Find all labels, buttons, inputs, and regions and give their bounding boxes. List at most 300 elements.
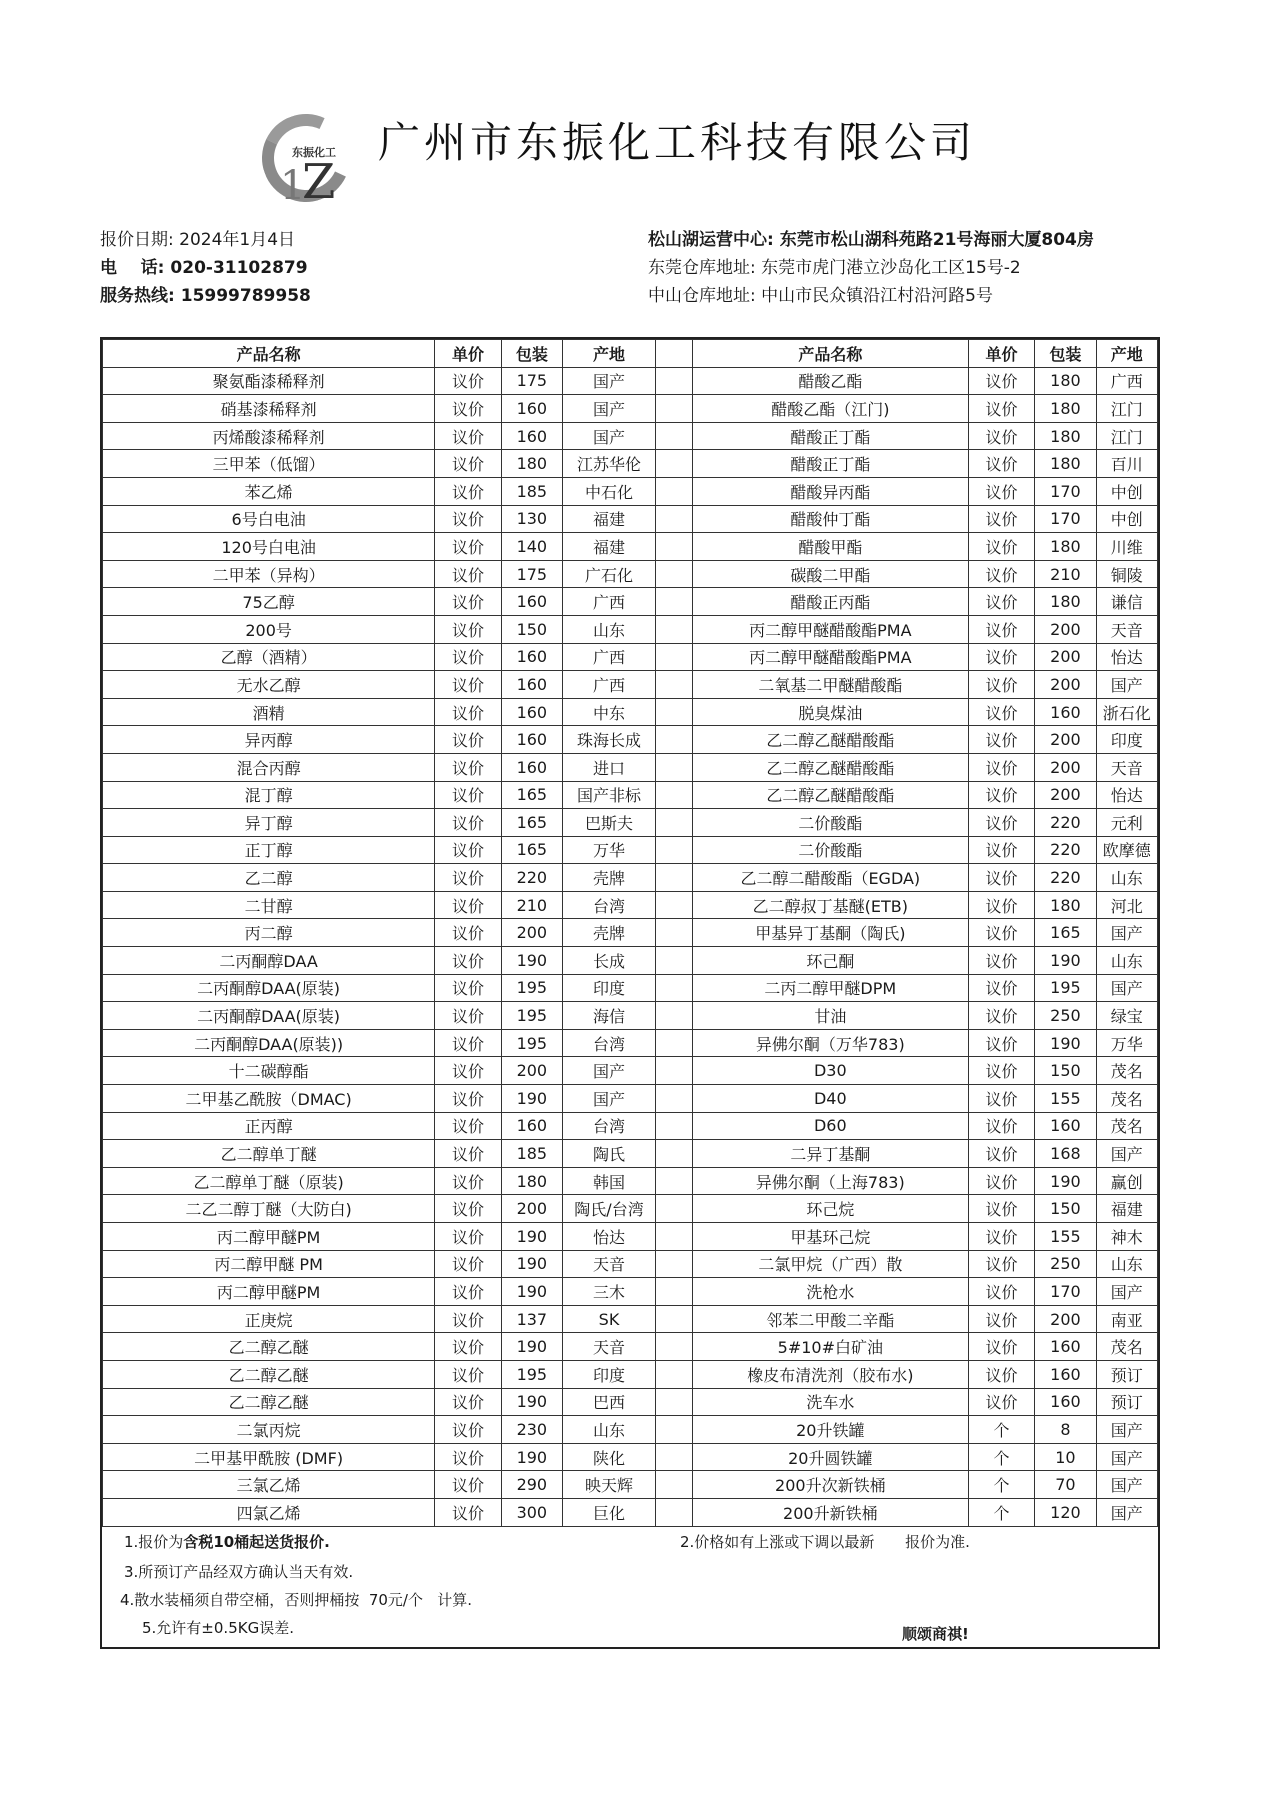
origin-cell-right: 江门 [1096, 422, 1157, 450]
package-cell: 165 [501, 836, 562, 864]
origin-cell-right: 天音 [1096, 615, 1157, 643]
unit-price-cell: 议价 [435, 753, 501, 781]
package-cell-right: 200 [1035, 726, 1096, 754]
origin-cell: 陶氏/台湾 [563, 1195, 656, 1223]
spacer-cell [656, 505, 693, 533]
product-name-cell-right: 乙二醇二醋酸酯（EGDA) [692, 864, 968, 892]
origin-cell-right: 神木 [1096, 1223, 1157, 1251]
phone-row [100, 254, 311, 282]
spacer-cell [656, 698, 693, 726]
package-cell-right: 220 [1035, 809, 1096, 837]
table-row [103, 395, 1158, 423]
product-name-cell-right: 二异丁基酮 [692, 1140, 968, 1168]
table-row [103, 1388, 1158, 1416]
origin-cell-right: 怡达 [1096, 643, 1157, 671]
unit-price-cell: 议价 [435, 643, 501, 671]
unit-price-cell: 议价 [435, 505, 501, 533]
origin-cell: 山东 [563, 615, 656, 643]
product-name-cell: 丙二醇甲醚PM [103, 1223, 435, 1251]
unit-price-cell-right: 议价 [968, 1278, 1034, 1306]
unit-price-cell: 议价 [435, 1416, 501, 1444]
table-row [103, 1443, 1158, 1471]
package-cell: 160 [501, 422, 562, 450]
unit-price-cell: 议价 [435, 1085, 501, 1113]
product-name-cell: 120号白电油 [103, 533, 435, 561]
origin-cell: 广石化 [563, 560, 656, 588]
table-row [103, 615, 1158, 643]
product-name-cell: 二丙酮醇DAA(原装)) [103, 1029, 435, 1057]
package-cell: 190 [501, 1223, 562, 1251]
table-row [103, 505, 1158, 533]
package-cell-right: 155 [1035, 1085, 1096, 1113]
unit-price-cell: 议价 [435, 1360, 501, 1388]
spacer-cell [656, 947, 693, 975]
logo-letter: Z [302, 154, 336, 210]
spacer-cell [656, 340, 693, 368]
table-row [103, 836, 1158, 864]
package-cell: 200 [501, 1057, 562, 1085]
package-cell-right: 220 [1035, 836, 1096, 864]
unit-price-cell-right: 议价 [968, 533, 1034, 561]
table-row [103, 726, 1158, 754]
origin-cell-right: 预订 [1096, 1388, 1157, 1416]
unit-price-cell-right: 议价 [968, 836, 1034, 864]
table-row [103, 1085, 1158, 1113]
product-name-cell-right: 乙二醇乙醚醋酸酯 [692, 753, 968, 781]
product-name-cell-right: 邻苯二甲酸二辛酯 [692, 1305, 968, 1333]
unit-price-cell: 议价 [435, 1195, 501, 1223]
table-row [103, 671, 1158, 699]
origin-cell: 海信 [563, 1002, 656, 1030]
origin-cell: 国产 [563, 1085, 656, 1113]
unit-price-cell-right: 议价 [968, 395, 1034, 423]
product-name-cell: 丙二醇甲醚 PM [103, 1250, 435, 1278]
unit-price-cell-right: 议价 [968, 671, 1034, 699]
unit-price-cell-right: 议价 [968, 1085, 1034, 1113]
spacer-cell [656, 919, 693, 947]
package-cell-right: 160 [1035, 1112, 1096, 1140]
spacer-cell [656, 1416, 693, 1444]
unit-price-cell-right: 个 [968, 1498, 1034, 1526]
origin-cell-right: 印度 [1096, 726, 1157, 754]
product-name-cell: 乙醇（酒精） [103, 643, 435, 671]
package-cell: 185 [501, 477, 562, 505]
origin-cell: 台湾 [563, 891, 656, 919]
unit-price-cell: 议价 [435, 809, 501, 837]
product-name-cell-right: 乙二醇乙醚醋酸酯 [692, 781, 968, 809]
spacer-cell [656, 395, 693, 423]
hotline-row [100, 282, 311, 310]
product-name-cell-right: 洗枪水 [692, 1278, 968, 1306]
unit-price-cell: 议价 [435, 1498, 501, 1526]
product-name-cell-right: 二丙二醇甲醚DPM [692, 974, 968, 1002]
package-cell: 150 [501, 615, 562, 643]
table-row [103, 1057, 1158, 1085]
origin-cell-right: 绿宝 [1096, 1002, 1157, 1030]
table-row [103, 1195, 1158, 1223]
product-name-cell-right: 甘油 [692, 1002, 968, 1030]
origin-cell-right: 国产 [1096, 1416, 1157, 1444]
origin-cell-right: 国产 [1096, 1140, 1157, 1168]
header-origin: 产地 [563, 340, 656, 368]
origin-cell-right: 茂名 [1096, 1333, 1157, 1361]
spacer-cell [656, 671, 693, 699]
origin-cell: 三木 [563, 1278, 656, 1306]
package-cell-right: 200 [1035, 643, 1096, 671]
origin-cell: 台湾 [563, 1112, 656, 1140]
package-cell: 180 [501, 1167, 562, 1195]
origin-cell: 天音 [563, 1333, 656, 1361]
package-cell-right: 168 [1035, 1140, 1096, 1168]
package-cell-right: 180 [1035, 422, 1096, 450]
header-package: 包装 [501, 340, 562, 368]
package-cell: 160 [501, 671, 562, 699]
origin-cell-right: 中创 [1096, 477, 1157, 505]
package-cell: 160 [501, 753, 562, 781]
spacer-cell [656, 781, 693, 809]
product-name-cell-right: 甲基异丁基酮（陶氏) [692, 919, 968, 947]
product-name-cell: 二甲基甲酰胺 (DMF) [103, 1443, 435, 1471]
unit-price-cell-right: 议价 [968, 864, 1034, 892]
unit-price-cell-right: 议价 [968, 422, 1034, 450]
spacer-cell [656, 450, 693, 478]
product-name-cell: 丙烯酸漆稀释剂 [103, 422, 435, 450]
product-name-cell-right: 二氯甲烷（广西）散 [692, 1250, 968, 1278]
origin-cell-right: 广西 [1096, 367, 1157, 395]
product-name-cell: 乙二醇乙醚 [103, 1360, 435, 1388]
product-name-cell: 乙二醇单丁醚（原装) [103, 1167, 435, 1195]
unit-price-cell: 议价 [435, 422, 501, 450]
product-name-cell: 二甘醇 [103, 891, 435, 919]
table-header-row [103, 340, 1158, 368]
unit-price-cell-right: 议价 [968, 477, 1034, 505]
package-cell: 137 [501, 1305, 562, 1333]
product-name-cell-right: 醋酸正丁酯 [692, 422, 968, 450]
package-cell-right: 170 [1035, 477, 1096, 505]
unit-price-cell: 议价 [435, 864, 501, 892]
table-row [103, 1250, 1158, 1278]
origin-cell-right: 茂名 [1096, 1057, 1157, 1085]
product-name-cell-right: 脱臭煤油 [692, 698, 968, 726]
closing-greeting: 顺颂商祺! [902, 1624, 969, 1643]
product-name-cell: 无水乙醇 [103, 671, 435, 699]
product-name-cell-right: 200升次新铁桶 [692, 1471, 968, 1499]
package-cell-right: 200 [1035, 615, 1096, 643]
contact-info [100, 226, 311, 310]
package-cell-right: 200 [1035, 671, 1096, 699]
package-cell: 175 [501, 560, 562, 588]
origin-cell: 国产非标 [563, 781, 656, 809]
origin-cell: 国产 [563, 395, 656, 423]
table-row [103, 919, 1158, 947]
product-name-cell: 四氯乙烯 [103, 1498, 435, 1526]
unit-price-cell: 议价 [435, 974, 501, 1002]
package-cell-right: 210 [1035, 560, 1096, 588]
unit-price-cell-right: 议价 [968, 753, 1034, 781]
package-cell-right: 190 [1035, 947, 1096, 975]
unit-price-cell-right: 议价 [968, 1305, 1034, 1333]
origin-cell-right: 国产 [1096, 974, 1157, 1002]
spacer-cell [656, 1278, 693, 1306]
unit-price-cell: 议价 [435, 615, 501, 643]
table-row [103, 809, 1158, 837]
price-list-sheet [100, 337, 1160, 1649]
quote-date: 2024年1月4日 [179, 230, 296, 250]
unit-price-cell-right: 议价 [968, 1167, 1034, 1195]
package-cell: 165 [501, 809, 562, 837]
origin-cell: 万华 [563, 836, 656, 864]
product-name-cell: 混丁醇 [103, 781, 435, 809]
unit-price-cell-right: 议价 [968, 560, 1034, 588]
company-name: 广州市东振化工科技有限公司 [378, 118, 977, 167]
package-cell-right: 200 [1035, 1305, 1096, 1333]
unit-price-cell-right: 议价 [968, 947, 1034, 975]
unit-price-cell: 议价 [435, 891, 501, 919]
origin-cell-right: 中创 [1096, 505, 1157, 533]
spacer-cell [656, 615, 693, 643]
origin-cell-right: 万华 [1096, 1029, 1157, 1057]
unit-price-cell-right: 议价 [968, 367, 1034, 395]
unit-price-cell-right: 议价 [968, 1195, 1034, 1223]
product-name-cell: 75乙醇 [103, 588, 435, 616]
package-cell: 300 [501, 1498, 562, 1526]
product-name-cell-right: 异佛尔酮（万华783) [692, 1029, 968, 1057]
unit-price-cell-right: 议价 [968, 505, 1034, 533]
origin-cell-right: 国产 [1096, 1498, 1157, 1526]
unit-price-cell: 议价 [435, 836, 501, 864]
dg-warehouse-label: 东莞仓库地址: [648, 258, 756, 278]
package-cell: 165 [501, 781, 562, 809]
origin-cell: 天音 [563, 1250, 656, 1278]
spacer-cell [656, 1471, 693, 1499]
unit-price-cell-right: 议价 [968, 1360, 1034, 1388]
origin-cell-right: 国产 [1096, 1471, 1157, 1499]
unit-price-cell: 议价 [435, 1388, 501, 1416]
origin-cell-right: 福建 [1096, 1195, 1157, 1223]
spacer-cell [656, 891, 693, 919]
unit-price-cell: 议价 [435, 1223, 501, 1251]
spacer-cell [656, 1057, 693, 1085]
origin-cell-right: 元利 [1096, 809, 1157, 837]
package-cell-right: 180 [1035, 588, 1096, 616]
origin-cell: SK [563, 1305, 656, 1333]
product-name-cell: 二丙酮醇DAA(原装) [103, 1002, 435, 1030]
product-name-cell-right: 醋酸仲丁酯 [692, 505, 968, 533]
unit-price-cell-right: 议价 [968, 1333, 1034, 1361]
package-cell: 230 [501, 1416, 562, 1444]
package-cell-right: 160 [1035, 1360, 1096, 1388]
table-row [103, 1305, 1158, 1333]
unit-price-cell: 议价 [435, 1112, 501, 1140]
spacer-cell [656, 1085, 693, 1113]
spacer-cell [656, 1029, 693, 1057]
package-cell-right: 250 [1035, 1250, 1096, 1278]
header-package-right: 包装 [1035, 340, 1096, 368]
origin-cell-right: 谦信 [1096, 588, 1157, 616]
product-name-cell: 正庚烷 [103, 1305, 435, 1333]
table-row [103, 477, 1158, 505]
origin-cell-right: 山东 [1096, 947, 1157, 975]
unit-price-cell: 议价 [435, 1305, 501, 1333]
product-name-cell-right: 乙二醇乙醚醋酸酯 [692, 726, 968, 754]
hotline-label: 服务热线: [100, 286, 175, 306]
package-cell: 160 [501, 588, 562, 616]
product-name-cell: 十二碳醇酯 [103, 1057, 435, 1085]
product-name-cell: 二氯丙烷 [103, 1416, 435, 1444]
table-row [103, 1416, 1158, 1444]
unit-price-cell-right: 议价 [968, 588, 1034, 616]
package-cell-right: 160 [1035, 1333, 1096, 1361]
package-cell-right: 165 [1035, 919, 1096, 947]
note-1-bold: 含税10桶起送货报价. [183, 1532, 330, 1551]
table-row [103, 1278, 1158, 1306]
unit-price-cell: 议价 [435, 671, 501, 699]
zs-warehouse-label: 中山仓库地址: [648, 286, 756, 306]
unit-price-cell: 议价 [435, 395, 501, 423]
origin-cell: 福建 [563, 533, 656, 561]
product-name-cell: 正丙醇 [103, 1112, 435, 1140]
origin-cell-right: 百川 [1096, 450, 1157, 478]
header-product-name-right: 产品名称 [692, 340, 968, 368]
origin-cell: 国产 [563, 367, 656, 395]
package-cell-right: 190 [1035, 1167, 1096, 1195]
package-cell: 195 [501, 1029, 562, 1057]
unit-price-cell: 议价 [435, 781, 501, 809]
dg-warehouse-address: 东莞市虎门港立沙岛化工区15号-2 [761, 258, 1021, 278]
logo-digit: 1 [280, 163, 306, 209]
product-name-cell: 异丙醇 [103, 726, 435, 754]
address-info [648, 226, 1094, 310]
origin-cell: 韩国 [563, 1167, 656, 1195]
product-name-cell-right: 醋酸异丙酯 [692, 477, 968, 505]
package-cell-right: 180 [1035, 533, 1096, 561]
unit-price-cell: 议价 [435, 1029, 501, 1057]
spacer-cell [656, 1305, 693, 1333]
product-name-cell-right: D60 [692, 1112, 968, 1140]
product-name-cell-right: 乙二醇叔丁基醚(ETB) [692, 891, 968, 919]
package-cell: 220 [501, 864, 562, 892]
product-name-cell-right: 醋酸乙酯 [692, 367, 968, 395]
table-row [103, 643, 1158, 671]
product-name-cell-right: 碳酸二甲酯 [692, 560, 968, 588]
spacer-cell [656, 1140, 693, 1168]
unit-price-cell: 议价 [435, 1167, 501, 1195]
spacer-cell [656, 864, 693, 892]
package-cell-right: 190 [1035, 1029, 1096, 1057]
table-row [103, 367, 1158, 395]
table-row [103, 450, 1158, 478]
spacer-cell [656, 1388, 693, 1416]
origin-cell: 陕化 [563, 1443, 656, 1471]
package-cell-right: 200 [1035, 753, 1096, 781]
unit-price-cell-right: 个 [968, 1443, 1034, 1471]
product-name-cell: 二丙酮醇DAA [103, 947, 435, 975]
spacer-cell [656, 422, 693, 450]
origin-cell-right: 怡达 [1096, 781, 1157, 809]
product-name-cell-right: 橡皮布清洗剂（胶布水) [692, 1360, 968, 1388]
package-cell: 190 [501, 1085, 562, 1113]
origin-cell-right: 天音 [1096, 753, 1157, 781]
product-name-cell: 二甲基乙酰胺（DMAC) [103, 1085, 435, 1113]
origin-cell: 台湾 [563, 1029, 656, 1057]
package-cell: 190 [501, 1250, 562, 1278]
package-cell: 160 [501, 643, 562, 671]
product-name-cell-right: 醋酸正丁酯 [692, 450, 968, 478]
origin-cell: 进口 [563, 753, 656, 781]
product-name-cell: 200号 [103, 615, 435, 643]
product-name-cell-right: 20升圆铁罐 [692, 1443, 968, 1471]
product-name-cell-right: 二价酸酯 [692, 836, 968, 864]
origin-cell-right: 山东 [1096, 864, 1157, 892]
product-name-cell: 混合丙醇 [103, 753, 435, 781]
table-row [103, 1029, 1158, 1057]
note-5: 5.允许有±0.5KG误差. [142, 1618, 294, 1637]
table-row [103, 533, 1158, 561]
package-cell-right: 120 [1035, 1498, 1096, 1526]
package-cell: 160 [501, 395, 562, 423]
spacer-cell [656, 1498, 693, 1526]
unit-price-cell-right: 议价 [968, 1029, 1034, 1057]
table-row [103, 560, 1158, 588]
product-name-cell: 乙二醇乙醚 [103, 1388, 435, 1416]
unit-price-cell-right: 议价 [968, 974, 1034, 1002]
unit-price-cell: 议价 [435, 1002, 501, 1030]
unit-price-cell-right: 议价 [968, 1057, 1034, 1085]
spacer-cell [656, 1333, 693, 1361]
origin-cell: 陶氏 [563, 1140, 656, 1168]
package-cell-right: 195 [1035, 974, 1096, 1002]
spacer-cell [656, 560, 693, 588]
unit-price-cell-right: 议价 [968, 615, 1034, 643]
unit-price-cell-right: 议价 [968, 1002, 1034, 1030]
package-cell-right: 180 [1035, 367, 1096, 395]
spacer-cell [656, 1002, 693, 1030]
unit-price-cell: 议价 [435, 1140, 501, 1168]
origin-cell-right: 国产 [1096, 1443, 1157, 1471]
origin-cell: 中石化 [563, 477, 656, 505]
unit-price-cell-right: 议价 [968, 919, 1034, 947]
product-name-cell: 二甲苯（异构） [103, 560, 435, 588]
spacer-cell [656, 588, 693, 616]
product-name-cell-right: 洗车水 [692, 1388, 968, 1416]
note-2-text: 2.价格如有上涨或下调以最新 [680, 1532, 875, 1551]
origin-cell-right: 川维 [1096, 533, 1157, 561]
package-cell: 160 [501, 726, 562, 754]
package-cell-right: 170 [1035, 505, 1096, 533]
unit-price-cell: 议价 [435, 698, 501, 726]
table-row [103, 974, 1158, 1002]
product-name-cell-right: 甲基环己烷 [692, 1223, 968, 1251]
origin-cell: 壳牌 [563, 864, 656, 892]
unit-price-cell: 议价 [435, 477, 501, 505]
table-row [103, 947, 1158, 975]
origin-cell-right: 河北 [1096, 891, 1157, 919]
spacer-cell [656, 1223, 693, 1251]
product-name-cell: 乙二醇 [103, 864, 435, 892]
note-3: 3.所预订产品经双方确认当天有效. [124, 1562, 354, 1581]
unit-price-cell: 议价 [435, 947, 501, 975]
logo-text: 东振化工 [292, 146, 336, 159]
product-name-cell: 硝基漆稀释剂 [103, 395, 435, 423]
package-cell-right: 160 [1035, 698, 1096, 726]
unit-price-cell-right: 个 [968, 1471, 1034, 1499]
product-name-cell: 乙二醇乙醚 [103, 1333, 435, 1361]
unit-price-cell-right: 议价 [968, 643, 1034, 671]
unit-price-cell-right: 议价 [968, 1388, 1034, 1416]
origin-cell-right: 南亚 [1096, 1305, 1157, 1333]
spacer-cell [656, 1195, 693, 1223]
spacer-cell [656, 974, 693, 1002]
